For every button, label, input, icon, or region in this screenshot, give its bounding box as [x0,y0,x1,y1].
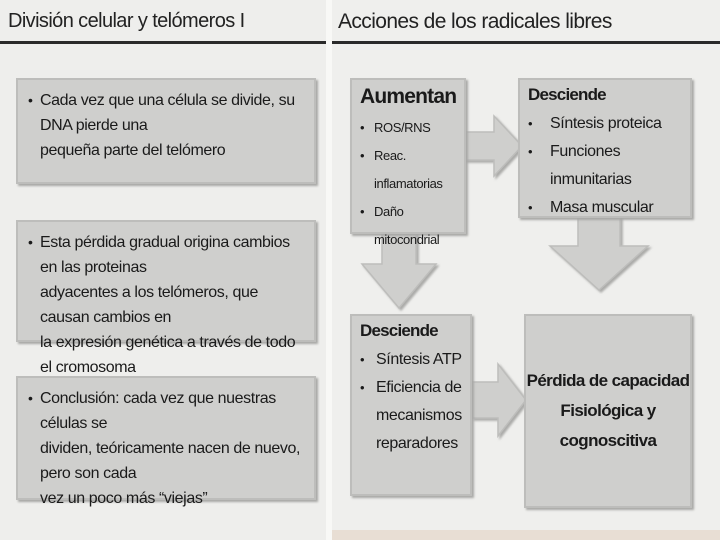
left-title: División celular y telómeros I [8,10,245,32]
left-box-3 [16,376,316,507]
bullet: • [528,144,533,159]
text-line: pequeña parte del telómero [40,142,226,159]
list-item [528,110,682,138]
result-line-1: Pérdida de capacidad [526,371,690,390]
list-item [360,374,462,458]
left-title-rule [0,41,326,44]
bullet: • [528,116,533,131]
right-panel [332,0,720,540]
list-item-label: Síntesis ATP [376,351,462,368]
text-line: Cada vez que una célula se divide, su DNA pierde una [40,92,295,134]
list-item [360,198,456,254]
list-item-label: Daño mitocondrial [374,204,440,247]
desciende-top-heading: Desciende [528,85,606,104]
arrow-down-right [550,214,648,290]
list-item [360,142,456,198]
list-item [528,138,682,194]
bullet: • [28,92,33,108]
list-item [360,346,462,374]
bullet: • [528,200,533,215]
result-box [524,314,692,508]
desciende-bottom-heading: Desciende [360,321,438,340]
list-item-label: Eficiencia de mecanismos reparadores [376,379,462,452]
bullet: • [360,380,365,395]
bullet: • [360,148,365,163]
right-title: Acciones de los radicales libres [338,10,612,33]
desciende-bottom-box [350,314,472,496]
left-box-2 [16,220,316,376]
left-panel [0,0,326,540]
bottom-strip [332,530,720,540]
list-item-label: ROS/RNS [374,120,431,135]
text-line: vez un poco más “viejas” [40,490,208,507]
aumentan-heading: Aumentan [360,85,457,108]
text-line: dividen, teóricamente nacen de nuevo, pero son cada [40,440,301,482]
text-line: la expresión genética a través de todo el cromosoma [40,334,296,376]
bullet: • [360,352,365,367]
list-item-label: Funciones inmunitarias [550,143,632,188]
text-line: Esta pérdida gradual origina cambios en las proteinas [40,234,290,276]
list-item [360,114,456,142]
text-line: adyacentes a los telómeros, que causan cambios en [40,284,258,326]
bullet: • [28,390,33,406]
left-box-1 [16,78,316,184]
arrow-right-top [462,116,522,176]
arrow-right-bottom [472,364,526,436]
list-item-label: Masa muscular [550,199,654,216]
list-item-label: Reac. inflamatorias [374,148,443,191]
text-line: Conclusión: cada vez que nuestras células se [40,390,276,432]
aumentan-box [350,78,466,247]
list-item [528,194,682,222]
bullet: • [360,204,365,219]
bullet: • [28,234,33,250]
bullet: • [360,120,365,135]
result-line-2: Fisiológica y cognoscitiva [559,401,657,450]
desciende-top-box [518,78,692,218]
list-item-label: Síntesis proteica [550,115,662,132]
